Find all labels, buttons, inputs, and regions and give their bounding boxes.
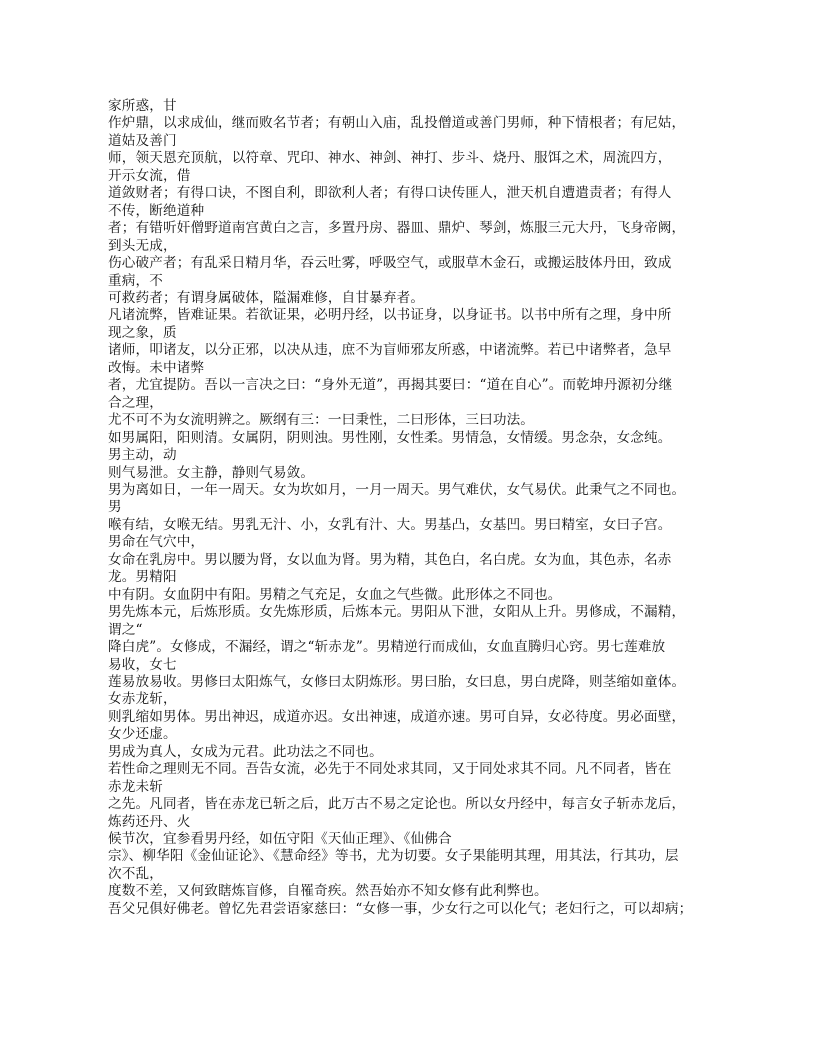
text-line: 度数不差，又何致瞎炼盲修，自罹奇疾。然吾始亦不知女修有此利弊也。	[108, 883, 548, 900]
text-line: 作炉鼎，以求成仙，继而败名节者；有朝山入庙，乱投僧道或善门男师，种下情根者；有尼姑，	[108, 115, 686, 132]
text-line: 伤心破产者；有乱采日精月华，吞云吐雾，呼吸空气，或服草木金石，或搬运肢体丹田，致成	[108, 255, 672, 272]
text-line: 女赤龙斩，	[108, 691, 177, 708]
text-line: 谓之“	[108, 621, 143, 638]
text-line: 男为离如日，一年一周天。女为坎如月，一月一周天。男气难伏，女气易伏。此秉气之不同也。	[108, 481, 686, 498]
text-line: 开示女流，借	[108, 167, 191, 184]
text-line: 则乳缩如男体。男出神迟，成道亦迟。女出神速，成道亦速。男可自异，女必待度。男必面壁，	[108, 708, 686, 725]
text-line: 易收，女七	[108, 656, 177, 673]
text-line: 女少还虚。	[108, 726, 177, 743]
text-line: 重病，不	[108, 272, 163, 289]
text-line: 如男属阳，阳则清。女属阴，阴则浊。男性刚，女性柔。男情急，女情缓。男念杂，女念纯。	[108, 429, 672, 446]
text-line: 尤不可不为女流明辨之。厥纲有三：一曰秉性，二曰形体，三曰功法。	[108, 412, 535, 429]
text-line: 炼药还丹、火	[108, 813, 191, 830]
text-line: 赤龙未斩	[108, 778, 163, 795]
text-line: 家所惑，甘	[108, 98, 177, 114]
text-line: 可救药者；有谓身属破体，隘漏难修，自甘暴弃者。	[108, 289, 425, 306]
text-line: 若性命之理则无不同。吾告女流，必先于不同处求其同，又于同处求其不同。凡不同者，皆在	[108, 761, 672, 778]
text-line: 男成为真人，女成为元君。此功法之不同也。	[108, 743, 383, 760]
text-line: 龙。男精阳	[108, 569, 177, 586]
text-line: 不传，断绝道种	[108, 202, 205, 219]
text-line: 合之理，	[108, 394, 163, 411]
text-line: 者，尤宜提防。吾以一言决之曰：“身外无道”，再揭其要曰：“道在自心”。而乾坤丹源初分继	[108, 377, 673, 394]
text-line: 莲易放易收。男修曰太阳炼气，女修曰太阴炼形。男曰胎，女曰息，男白虎降，则茎缩如童体。	[108, 673, 686, 690]
text-line: 喉有结，女喉无结。男乳无汁、小，女乳有汁、大。男基凸，女基凹。男曰精室，女曰子宫。	[108, 516, 672, 533]
text-line: 候节次，宜参看男丹经，如伍守阳《天仙正理》、《仙佛合	[108, 831, 452, 848]
text-line: 降白虎”。女修成，不漏经，谓之“斩赤龙”。男精逆行而成仙，女血直腾归心窍。男七莲难放	[108, 639, 666, 656]
text-line: 之先。凡同者，皆在赤龙已斩之后，此万古不易之定论也。所以女丹经中，每言女子斩赤龙后，	[108, 796, 686, 813]
text-line: 诸师，叩诸友，以分正邪，以决从违，庶不为盲师邪友所惑，中诸流弊。若已中诸弊者，急早	[108, 342, 672, 359]
text-line: 男命在气穴中，	[108, 534, 205, 551]
text-line: 次不乱，	[108, 865, 163, 882]
text-line: 男	[108, 499, 122, 516]
text-line: 师，领天恩充顶航，以符章、咒印、神水、神剑、神打、步斗、烧丹、服饵之术，周流四方，	[108, 150, 672, 167]
document-page	[108, 98, 712, 918]
text-line: 道姑及善门	[108, 132, 177, 149]
text-line: 中有阴。女血阴中有阳。男精之气充足，女血之气些微。此形体之不同也。	[108, 586, 562, 603]
text-line: 则气易泄。女主静，静则气易敛。	[108, 464, 315, 481]
text-line: 女命在乳房中。男以腰为肾，女以血为肾。男为精，其色白，名白虎。女为血，其色赤，名赤	[108, 551, 672, 568]
text-line: 道敛财者；有得口诀，不图自利，即欲利人者；有得口诀传匪人，泄天机自遭遣责者；有得人	[108, 185, 672, 202]
text-line: 现之象，质	[108, 324, 177, 341]
text-line: 到头无成，	[108, 237, 177, 254]
text-line: 男先炼本元，后炼形质。女先炼形质，后炼本元。男阳从下泄，女阳从上升。男修成，不漏精，	[108, 604, 686, 621]
text-line: 凡诸流弊，皆难证果。若欲证果，必明丹经，以书证身，以身证书。以书中所有之理，身中所	[108, 307, 672, 324]
text-line: 者；有错听奸僧野道南宫黄白之言，多置丹房、器皿、鼎炉、琴剑，炼服三元大丹，飞身帝阙，	[108, 220, 686, 237]
text-line: 宗》、柳华阳《金仙证论》、《慧命经》等书，尤为切要。女子果能明其理，用其法，行其功，层	[108, 848, 679, 865]
text-line: 男主动，动	[108, 447, 177, 464]
text-line: 改悔。未中诸弊	[108, 359, 205, 376]
text-line: 吾父兄俱好佛老。曾忆先君尝语家慈曰：“女修一事，少女行之可以化气；老妇行之，可以却病；	[108, 900, 693, 917]
